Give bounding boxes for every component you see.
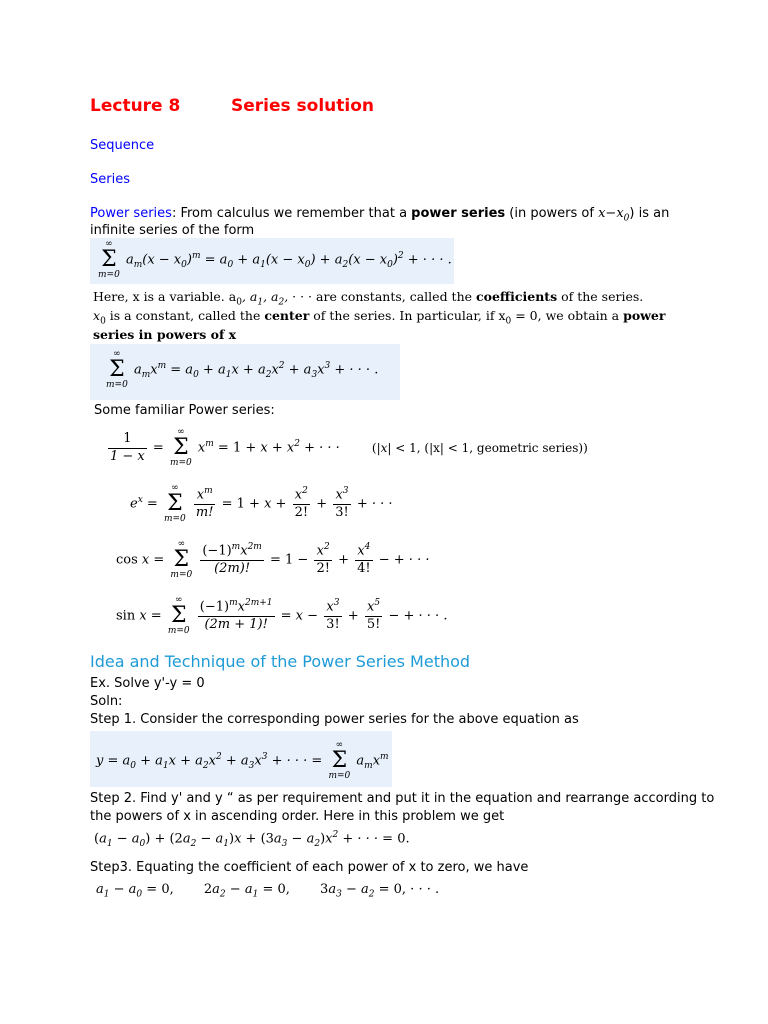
step2-text-line2: the powers of x in ascending order. Here in this problem we get — [90, 809, 505, 824]
power-series-intro-line2: infinite series of the form — [90, 223, 255, 238]
step1-formula-box — [90, 731, 392, 787]
explanation-line1: Here, x is a variable. $a_0$, $a_1$, $a_2$, · · · are constants, called the coefficients of the series. — [93, 289, 644, 308]
series-link[interactable]: Series — [90, 172, 130, 187]
power-series-x-formula: ∞ Σ m=0 $a_mx^m = a_0 + a_1x + a_2x^2 + a_3x^3$ + · · · . — [106, 349, 379, 390]
power-series-intro: Power series: From calculus we remember that a power series (in powers of $x-x_0$) is an — [90, 206, 670, 224]
power-series-formula-box — [90, 238, 454, 284]
power-series-formula: ∞ Σ m=0 $a_m(x - x_0)^m = a_0 + a_1(x - x_0) + a_2(x - x_0)^2$ + · · · . — [98, 239, 452, 280]
sequence-link[interactable]: Sequence — [90, 138, 155, 153]
lecture-number: Lecture 8 — [90, 96, 181, 116]
exponential-series-formula: $e^x$ = ∞ Σ m=0 $\frac{x^m}{m!}$ = 1 + x + $\frac{x^2}{2!}$ + $\frac{x^3}{3!}$ + · · · — [130, 483, 393, 524]
cosine-series-formula: cos x = ∞ Σ m=0 $\frac{(-1)^mx^{2m}}{(2m)!}$ = 1 − $\frac{x^2}{2!}$ + $\frac{x^4}{4!}$ − + · · · — [116, 539, 430, 580]
power-series-label[interactable]: Power series — [90, 206, 172, 221]
explanation-line3: series in powers of x — [93, 327, 237, 342]
sine-series-formula: sin x = ∞ Σ m=0 $\frac{(-1)^mx^{2m+1}}{(2m + 1)!}$ = x − $\frac{x^3}{3!}$ + $\frac{x^5}{5!}$ − + · · · . — [116, 595, 448, 636]
example-statement: Ex. Solve y'-y = 0 — [90, 676, 205, 691]
step1-formula: $y = a_0 + a_1x + a_2x^2 + a_3x^3$ + · · · = ∞ Σ m=0 $a_mx^m$ — [96, 740, 389, 781]
explanation-line2: $x_0$ is a constant, called the center of the series. In particular, if $x_0 = 0$, we obtain a power — [93, 308, 666, 327]
geometric-series-formula: $\frac{1}{1 - x}$ = ∞ Σ m=0 $x^m = 1 + x + x^2$ + · · · (|x| < 1, (|x| < 1, geometric series)) — [110, 427, 588, 468]
step3-formula: $a_1 - a_0 = 0$, $2a_2 - a_1 = 0$, $3a_3 - a_2 = 0$, · · · . — [96, 882, 440, 900]
step2-formula: $(a_1 - a_0) + (2a_2 - a_1)x + (3a_3 - a_2)x^2$ + · · · = 0. — [94, 830, 410, 849]
power-series-x-formula-box — [90, 344, 400, 400]
familiar-series-intro: Some familiar Power series: — [94, 403, 275, 418]
step2-text-line1: Step 2. Find y' and y “ as per requirement and put it in the equation and rearrange according to — [90, 791, 715, 806]
geometric-note: (|x| < 1, geometric series) — [424, 440, 584, 455]
solution-label: Soln: — [90, 694, 123, 709]
step3-text: Step3. Equating the coefficient of each power of x to zero, we have — [90, 860, 529, 875]
section-heading: Idea and Technique of the Power Series Method — [90, 652, 471, 671]
lecture-title: Series solution — [231, 96, 375, 116]
step1-text: Step 1. Consider the corresponding power series for the above equation as — [90, 712, 579, 727]
